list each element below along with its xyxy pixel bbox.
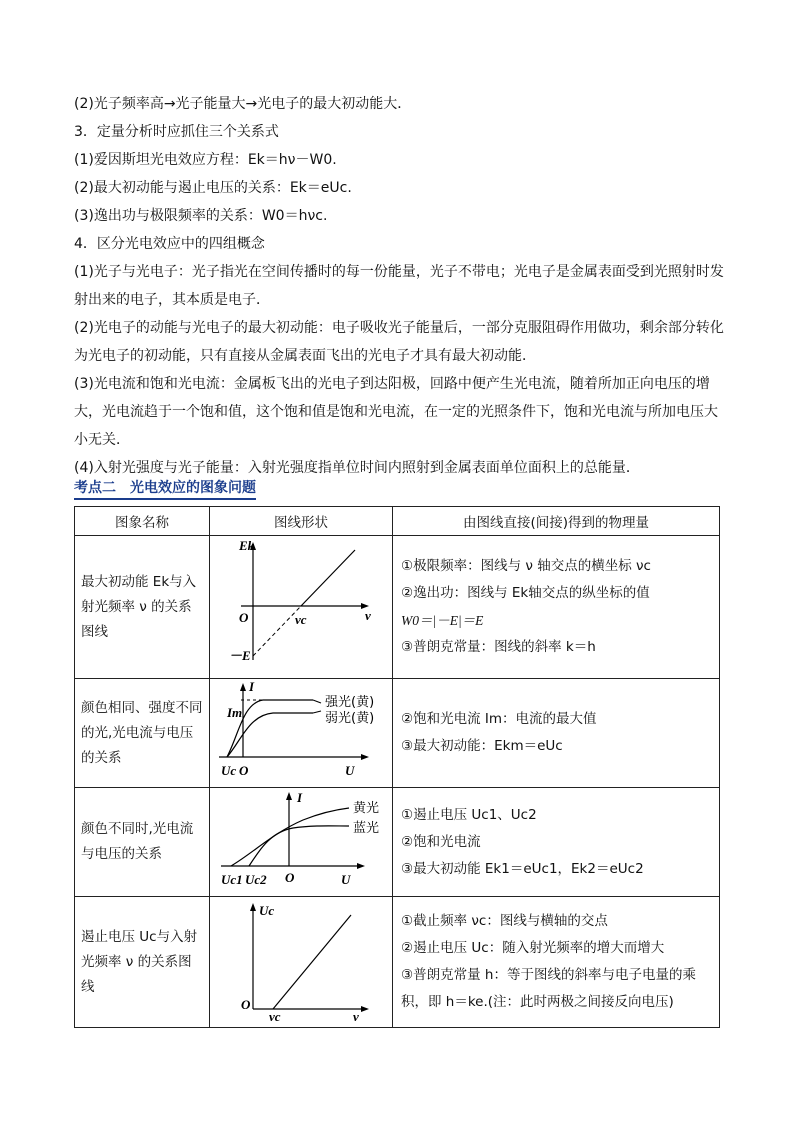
table-row xyxy=(75,536,720,679)
graph-cell xyxy=(210,536,393,679)
table-row xyxy=(75,897,720,1028)
y-axis-label: I xyxy=(249,679,255,694)
intensity-current-graph xyxy=(213,679,389,783)
intro-text xyxy=(74,90,724,482)
quantity-item: ②遏止电压 Uc：随入射光频率的增大而增大 xyxy=(401,940,665,956)
header-shape: 图线形状 xyxy=(210,507,393,536)
item4-title: 4．区分光电效应中的四组概念 xyxy=(74,236,265,252)
nu-c-label: νc xyxy=(295,612,307,627)
quantity-item: ①极限频率：图线与 ν 轴交点的横坐标 νc xyxy=(401,558,651,574)
section-heading xyxy=(74,477,256,497)
concept-4: (4)入射光强度与光子能量：入射光强度指单位时间内照射到金属表面单位面积上的总能量． xyxy=(74,460,640,476)
uc2-label: Uc2 xyxy=(245,872,267,887)
quantity-cell xyxy=(393,679,720,788)
equation-1: (1)爱因斯坦光电效应方程：Ek＝hν－W0. xyxy=(74,152,337,168)
row-name: 最大初动能 Ek与入射光频率 ν 的关系图线 xyxy=(75,536,210,679)
x-axis-label: U xyxy=(341,872,351,887)
section-tag: 考点二 xyxy=(74,480,116,496)
weak-light-label: 弱光(黄) xyxy=(325,711,375,726)
header-name: 图象名称 xyxy=(75,507,210,536)
table-header-row xyxy=(75,507,720,536)
item3-title: 3．定量分析时应抓住三个关系式 xyxy=(74,124,279,140)
quantity-item: W0＝|－E|＝E xyxy=(401,613,484,628)
origin-label: O xyxy=(239,610,249,625)
strong-light-label: 强光(黄) xyxy=(325,695,375,710)
graph-cell xyxy=(210,788,393,897)
blue-light-label: 蓝光 xyxy=(353,821,380,836)
quantity-cell xyxy=(393,897,720,1028)
equation-2: (2)最大初动能与遏止电压的关系：Ek＝eUc. xyxy=(74,180,352,196)
quantity-item: ③普朗克常量 h：等于图线的斜率与电子电量的乘积，即 h＝ke.(注：此时两极之间接反向电压) xyxy=(401,967,696,1010)
section-title: 光电效应的图象问题 xyxy=(130,480,256,496)
x-axis-label: U xyxy=(345,763,355,778)
table-row xyxy=(75,788,720,897)
quantity-item: ③普朗克常量：图线的斜率 k＝h xyxy=(401,639,596,655)
stopping-voltage-frequency-graph xyxy=(213,897,389,1023)
quantity-item: ②饱和光电流 xyxy=(401,833,481,850)
quantity-item: ②饱和光电流 Im：电流的最大值 xyxy=(401,711,597,727)
origin-label: O xyxy=(241,997,251,1012)
uc-label: Uc xyxy=(221,763,237,778)
quantity-cell xyxy=(393,536,720,679)
quantity-cell xyxy=(393,788,720,897)
origin-label: O xyxy=(239,763,249,778)
row-name: 颜色相同、强度不同的光,光电流与电压的关系 xyxy=(75,679,210,788)
graph-cell xyxy=(210,897,393,1028)
quantity-item: ①截止频率 νc：图线与横轴的交点 xyxy=(401,913,608,929)
concept-3: (3)光电流和饱和光电流：金属板飞出的光电子到达阳极，回路中便产生光电流，随着所加正向电压的增大，光电流趋于一个饱和值，这个饱和值是饱和光电流，在一定的光照条件下，饱和光电流与所加电压大小无关． xyxy=(74,376,718,448)
row-name: 颜色不同时,光电流与电压的关系 xyxy=(75,788,210,897)
quantity-item: ③最大初动能 Ek1＝eUc1，Ek2＝eUc2 xyxy=(401,860,644,877)
concept-1: (1)光子与光电子：光子指光在空间传播时的每一份能量，光子不带电；光电子是金属表面受到光照射时发射出来的电子，其本质是电子． xyxy=(74,264,724,308)
quantity-item: ①遏止电压 Uc1、Uc2 xyxy=(401,806,537,823)
row-name: 遏止电压 Uc与入射光频率 ν 的关系图线 xyxy=(75,897,210,1028)
graph-table xyxy=(74,506,720,1028)
quantity-item: ③最大初动能：Ekm＝eUc xyxy=(401,738,563,754)
equation-3: (3)逸出功与极限频率的关系：W0＝hνc. xyxy=(74,208,328,224)
y-axis-label: Ek xyxy=(239,538,255,553)
nu-c-label: νc xyxy=(269,1009,281,1023)
y-axis-label: Uc xyxy=(259,903,275,918)
y-axis-label: I xyxy=(297,790,303,805)
im-label: Im xyxy=(227,705,243,720)
header-quantity: 由图线直接(间接)得到的物理量 xyxy=(393,507,720,536)
quantity-item: ②逸出功：图线与 Ek轴交点的纵坐标的值 xyxy=(401,585,650,601)
table-row xyxy=(75,679,720,788)
concept-2: (2)光电子的动能与光电子的最大初动能：电子吸收光子能量后，一部分克服阻碍作用做功，剩余部分转化为光电子的初动能，只有直接从金属表面飞出的光电子才具有最大初动能． xyxy=(74,320,724,364)
color-current-graph xyxy=(213,788,389,892)
ek-frequency-graph xyxy=(213,536,389,674)
x-axis-label: ν xyxy=(365,608,371,623)
uc1-label: Uc1 xyxy=(221,872,243,887)
graph-cell xyxy=(210,679,393,788)
origin-label: O xyxy=(285,870,295,885)
freq-line: (2)光子频率高→光子能量大→光电子的最大初动能大． xyxy=(74,96,412,112)
yellow-light-label: 黄光 xyxy=(353,801,380,816)
x-axis-label: ν xyxy=(353,1009,359,1023)
minus-e-label: －E xyxy=(229,648,251,663)
